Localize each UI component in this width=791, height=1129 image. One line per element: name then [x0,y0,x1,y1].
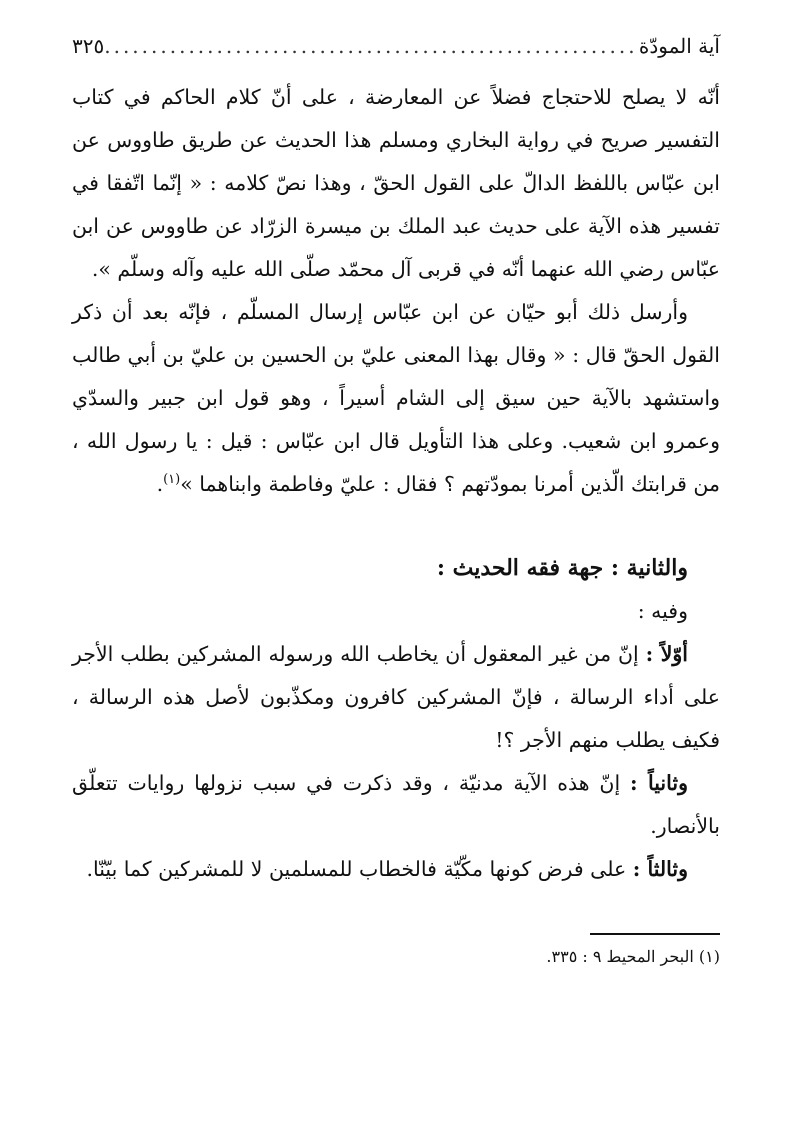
point-third-text: على فرض كونها مكّيّة فالخطاب للمسلمين لا للمشركين كما بيّنّا. [86,857,633,881]
header-title: آية المودّة [638,34,720,58]
paragraph-continuation: أنّه لا يصلح للاحتجاج فضلاً عن المعارضة ، على أنّ كلام الحاكم في كتاب التفسير صريح في رواية البخاري ومسلم هذا الحديث عن طريق طاووس عن ابن عبّاس باللفظ الدالّ على القول الحقّ ، وهذا نصّ كلامه : « إنّما اتّفقا في تفسير هذه الآية على حديث عبد الملك بن ميسرة الزرّاد عن طاووس عن ابن عبّاس رضي الله عنهما أنّه في قربى آل محمّد صلّى الله عليه وآله وسلّم ». [72,85,720,281]
paragraph-abu-hayyan-text: وأرسل ذلك أبو حيّان عن ابن عبّاس إرسال المسلّم ، فإنّه بعد أن ذكر القول الحقّ قال : « وقال بهذا المعنى عليّ بن الحسين بن عليّ بن أبي طالب واستشهد بالآية حين سيق إلى الشام أسيراً ، وهو قول ابن جبير والسدّي وعمرو ابن شعيب. وعلى هذا التأويل قال ابن عبّاس : قيل : يا رسول الله ، من قرابتك الّذين أمرنا بمودّتهم ؟ فقال : عليّ وفاطمة وابناهما » [72,300,720,496]
point-second [72,762,720,848]
point-second-lead: وثانياً : [629,771,688,795]
point-first [72,633,720,762]
paragraph-abu-hayyan [72,291,720,506]
point-first-lead: أوّلاً : [645,642,688,666]
point-second-text: إنّ هذه الآية مدنيّة ، وقد ذكرت في سبب نزولها روايات تتعلّق بالأنصار. [72,771,720,838]
header-leader-dots [104,28,639,64]
running-header [72,28,720,64]
page-number: ٣٢٥ [72,34,105,58]
intro-line: وفيه : [637,599,688,623]
point-third-lead: وثالثاً : [632,857,688,881]
section-heading: والثانية : جهة فقه الحديث : [436,555,688,581]
paragraph-end-mark: . [156,472,164,496]
footnote-text: (١) البحر المحيط ٩ : ٣٣٥. [546,947,720,966]
footnote-separator [590,933,720,935]
footnote-reference[interactable]: (١) [163,472,181,488]
point-third [72,848,720,891]
footnote-separator-wrap [72,933,720,935]
book-page [72,28,720,1108]
point-first-text: إنّ من غير المعقول أن يخاطب الله ورسوله المشركين بطلب الأجر على أداء الرسالة ، فإنّ المشركين كافرون ومكذّبون لأصل هذه الرسالة ، فكيف يطلب منهم الأجر ؟! [72,642,720,752]
